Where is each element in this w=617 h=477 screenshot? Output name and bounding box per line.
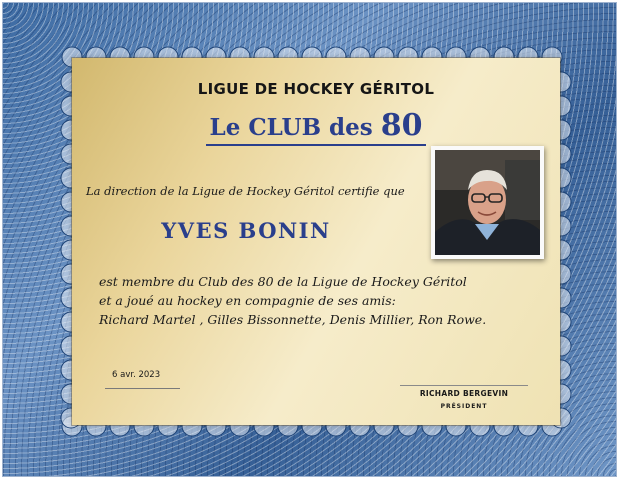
body-line: Richard Martel , Gilles Bissonnette, Denis Millier, Ron Rowe. bbox=[99, 312, 487, 327]
signatory-title: PRÉSIDENT bbox=[440, 403, 488, 410]
issue-date: 6 avr. 2023 bbox=[112, 370, 161, 380]
club-title-text bbox=[206, 108, 427, 146]
certificate-panel bbox=[72, 58, 560, 425]
body-line: et a joué au hockey en compagnie de ses amis: bbox=[99, 293, 396, 308]
certify-line: La direction de la Ligue de Hockey Géritol certifie que bbox=[86, 184, 405, 198]
date-line bbox=[105, 388, 180, 389]
signatory-name: RICHARD BERGEVIN bbox=[419, 389, 509, 398]
body-line: est membre du Club des 80 de la Ligue de Hockey Géritol bbox=[99, 274, 467, 289]
club-title bbox=[72, 108, 560, 146]
body-text bbox=[99, 272, 539, 329]
member-photo bbox=[435, 150, 540, 255]
member-photo-frame bbox=[431, 146, 544, 259]
signature-line bbox=[400, 385, 528, 386]
certificate bbox=[2, 2, 617, 477]
league-title: LIGUE DE HOCKEY GÉRITOL bbox=[197, 80, 435, 98]
member-name: YVES BONIN bbox=[161, 218, 331, 243]
club-title-prefix: Le CLUB des bbox=[209, 114, 373, 141]
club-title-number: 80 bbox=[380, 108, 423, 143]
